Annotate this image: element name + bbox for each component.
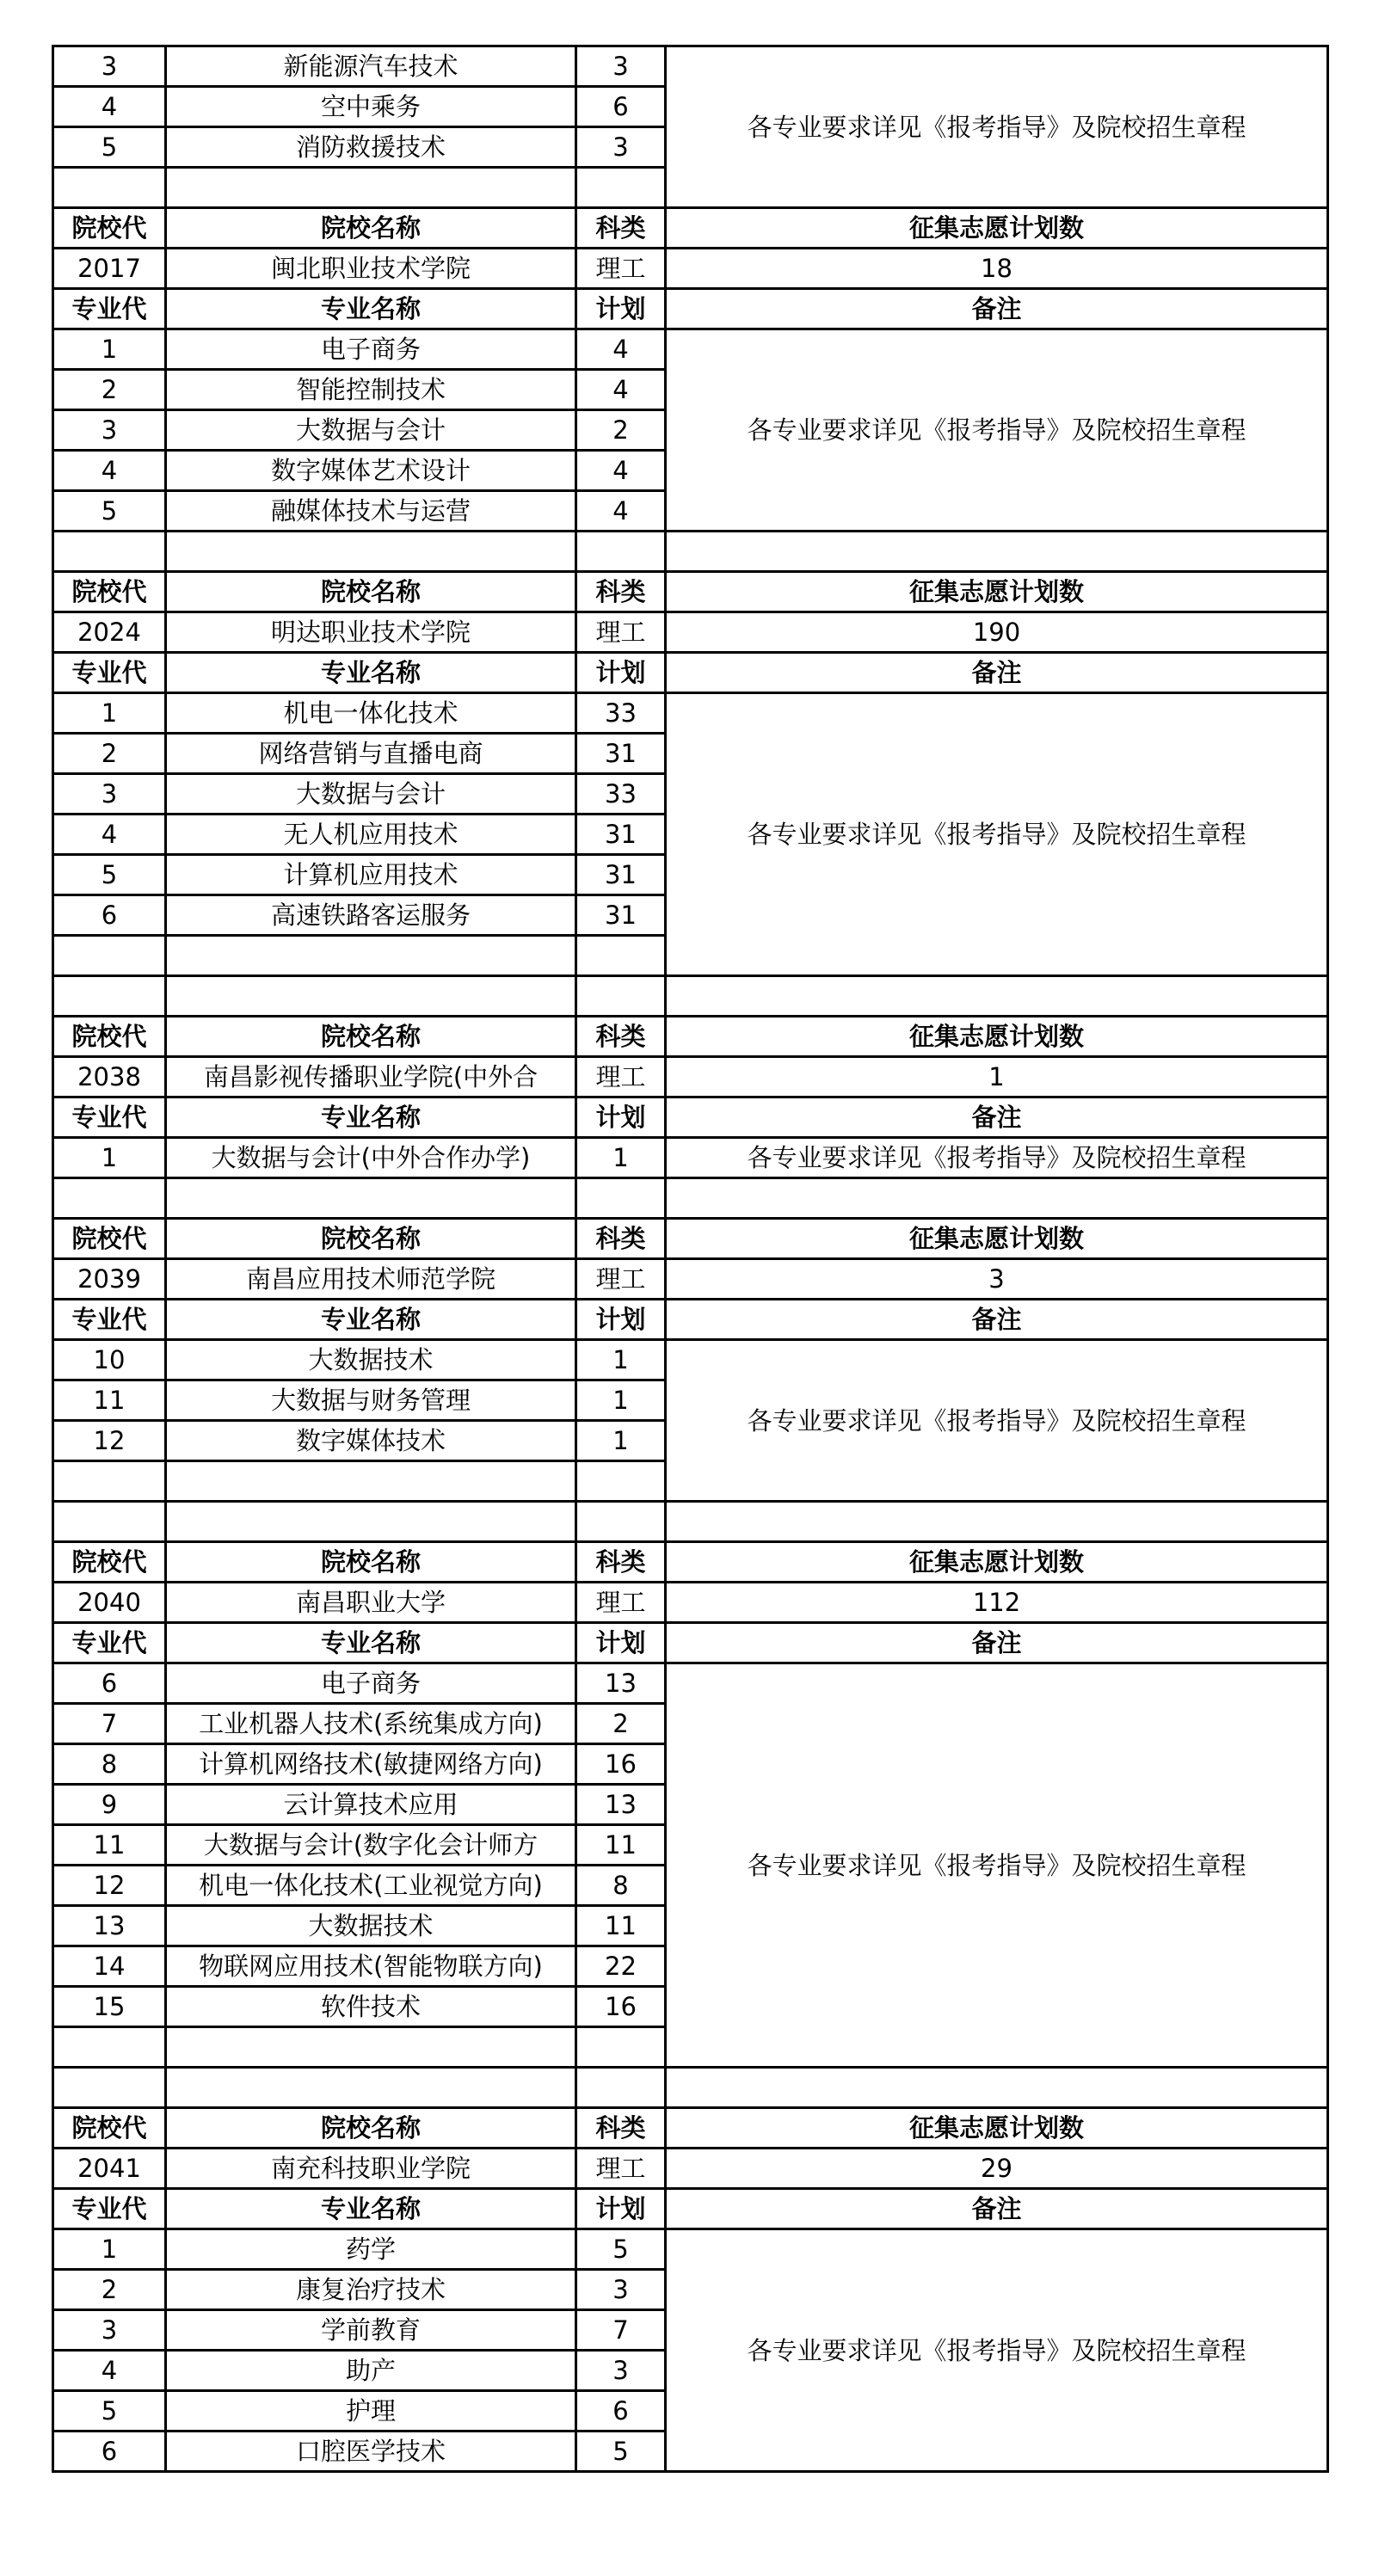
category-cell: 理工 bbox=[576, 1259, 666, 1300]
major-name-cell: 消防救援技术 bbox=[166, 127, 576, 168]
major-code-header: 专业代 bbox=[53, 1300, 166, 1340]
major-header-row bbox=[53, 2189, 1328, 2229]
major-code-cell: 13 bbox=[53, 1906, 166, 1946]
empty-cell bbox=[166, 1502, 576, 1542]
plan-cell: 1 bbox=[576, 1380, 666, 1421]
empty-cell bbox=[53, 1178, 166, 1219]
spacer-row bbox=[53, 1178, 1328, 1219]
major-name-cell: 计算机网络技术(敏捷网络方向) bbox=[166, 1744, 576, 1785]
plan-total-cell: 29 bbox=[666, 2149, 1328, 2189]
major-code-cell: 1 bbox=[53, 1138, 166, 1178]
category-header: 科类 bbox=[576, 1219, 666, 1259]
school-header-row bbox=[53, 1542, 1328, 1583]
major-code-header: 专业代 bbox=[53, 653, 166, 693]
empty-cell bbox=[166, 2027, 576, 2068]
plan-header: 计划 bbox=[576, 1623, 666, 1663]
remark-header: 备注 bbox=[666, 653, 1328, 693]
school-code-cell: 2039 bbox=[53, 1259, 166, 1300]
school-header-row bbox=[53, 572, 1328, 612]
empty-cell bbox=[53, 168, 166, 208]
school-name-cell: 南昌影视传播职业学院(中外合 bbox=[166, 1057, 576, 1097]
remark-cell: 各专业要求详见《报考指导》及院校招生章程 bbox=[666, 46, 1328, 208]
major-name-cell: 数字媒体技术 bbox=[166, 1421, 576, 1461]
category-cell: 理工 bbox=[576, 249, 666, 289]
school-info-row bbox=[53, 1583, 1328, 1623]
major-code-header: 专业代 bbox=[53, 2189, 166, 2229]
school-name-header: 院校名称 bbox=[166, 208, 576, 249]
major-name-header: 专业名称 bbox=[166, 1623, 576, 1663]
major-header-row bbox=[53, 1097, 1328, 1138]
empty-cell bbox=[53, 1502, 166, 1542]
major-name-cell: 大数据与会计 bbox=[166, 410, 576, 451]
table-row bbox=[53, 1340, 1328, 1380]
plan-cell: 33 bbox=[576, 774, 666, 815]
plan-cell: 22 bbox=[576, 1946, 666, 1987]
plan-header: 计划 bbox=[576, 1300, 666, 1340]
plan-cell: 13 bbox=[576, 1663, 666, 1704]
remark-header: 备注 bbox=[666, 2189, 1328, 2229]
major-name-cell: 智能控制技术 bbox=[166, 370, 576, 410]
table-row bbox=[53, 1663, 1328, 1704]
major-name-cell: 康复治疗技术 bbox=[166, 2270, 576, 2310]
major-name-cell: 云计算技术应用 bbox=[166, 1785, 576, 1825]
major-code-header: 专业代 bbox=[53, 1097, 166, 1138]
major-name-cell: 护理 bbox=[166, 2391, 576, 2432]
major-name-cell: 大数据技术 bbox=[166, 1906, 576, 1946]
plan-cell: 4 bbox=[576, 491, 666, 532]
plan-header: 计划 bbox=[576, 1097, 666, 1138]
plan-cell: 16 bbox=[576, 1744, 666, 1785]
empty-cell bbox=[666, 2068, 1328, 2108]
empty-cell bbox=[666, 976, 1328, 1017]
major-header-row bbox=[53, 1623, 1328, 1663]
empty-cell bbox=[666, 532, 1328, 572]
major-code-cell: 12 bbox=[53, 1866, 166, 1906]
school-info-row bbox=[53, 612, 1328, 653]
major-code-cell: 4 bbox=[53, 87, 166, 127]
empty-cell bbox=[576, 168, 666, 208]
major-name-cell: 高速铁路客运服务 bbox=[166, 895, 576, 936]
empty-cell bbox=[53, 2027, 166, 2068]
school-name-cell: 南充科技职业学院 bbox=[166, 2149, 576, 2189]
major-name-cell: 网络营销与直播电商 bbox=[166, 734, 576, 774]
empty-cell bbox=[166, 1461, 576, 1502]
plan-cell: 33 bbox=[576, 693, 666, 734]
major-name-cell: 大数据与会计(中外合作办学) bbox=[166, 1138, 576, 1178]
plan-total-cell: 18 bbox=[666, 249, 1328, 289]
major-code-cell: 2 bbox=[53, 370, 166, 410]
school-code-cell: 2017 bbox=[53, 249, 166, 289]
major-code-cell: 5 bbox=[53, 855, 166, 895]
plan-cell: 4 bbox=[576, 370, 666, 410]
empty-cell bbox=[576, 1461, 666, 1502]
school-code-cell: 2041 bbox=[53, 2149, 166, 2189]
plan-cell: 11 bbox=[576, 1825, 666, 1866]
category-header: 科类 bbox=[576, 572, 666, 612]
school-code-header: 院校代 bbox=[53, 572, 166, 612]
school-name-cell: 闽北职业技术学院 bbox=[166, 249, 576, 289]
major-name-cell: 融媒体技术与运营 bbox=[166, 491, 576, 532]
plan-header: 计划 bbox=[576, 2189, 666, 2229]
plan-cell: 6 bbox=[576, 87, 666, 127]
remark-cell: 各专业要求详见《报考指导》及院校招生章程 bbox=[666, 1138, 1328, 1178]
plan-total-header: 征集志愿计划数 bbox=[666, 1219, 1328, 1259]
major-code-cell: 1 bbox=[53, 693, 166, 734]
school-header-row bbox=[53, 1017, 1328, 1057]
major-code-cell: 4 bbox=[53, 2351, 166, 2391]
school-code-cell: 2040 bbox=[53, 1583, 166, 1623]
empty-cell bbox=[166, 976, 576, 1017]
empty-cell bbox=[666, 1178, 1328, 1219]
major-name-cell: 药学 bbox=[166, 2229, 576, 2270]
major-name-cell: 机电一体化技术(工业视觉方向) bbox=[166, 1866, 576, 1906]
table-row bbox=[53, 1138, 1328, 1178]
table-row bbox=[53, 329, 1328, 370]
school-code-header: 院校代 bbox=[53, 1542, 166, 1583]
major-name-cell: 计算机应用技术 bbox=[166, 855, 576, 895]
plan-cell: 4 bbox=[576, 451, 666, 491]
plan-cell: 13 bbox=[576, 1785, 666, 1825]
major-header-row bbox=[53, 653, 1328, 693]
plan-header: 计划 bbox=[576, 289, 666, 329]
spacer-row bbox=[53, 532, 1328, 572]
plan-cell: 3 bbox=[576, 2270, 666, 2310]
spacer-row bbox=[53, 1502, 1328, 1542]
empty-cell bbox=[576, 976, 666, 1017]
plan-total-cell: 1 bbox=[666, 1057, 1328, 1097]
enrollment-table bbox=[52, 45, 1329, 2473]
major-code-cell: 14 bbox=[53, 1946, 166, 1987]
plan-total-header: 征集志愿计划数 bbox=[666, 1017, 1328, 1057]
remark-header: 备注 bbox=[666, 1097, 1328, 1138]
spacer-row bbox=[53, 2068, 1328, 2108]
category-header: 科类 bbox=[576, 1542, 666, 1583]
major-code-cell: 4 bbox=[53, 451, 166, 491]
empty-cell bbox=[166, 936, 576, 976]
plan-total-header: 征集志愿计划数 bbox=[666, 1542, 1328, 1583]
remark-header: 备注 bbox=[666, 1300, 1328, 1340]
major-code-header: 专业代 bbox=[53, 289, 166, 329]
major-code-cell: 11 bbox=[53, 1380, 166, 1421]
category-header: 科类 bbox=[576, 208, 666, 249]
plan-total-cell: 112 bbox=[666, 1583, 1328, 1623]
major-name-cell: 电子商务 bbox=[166, 329, 576, 370]
category-cell: 理工 bbox=[576, 2149, 666, 2189]
plan-cell: 31 bbox=[576, 734, 666, 774]
school-info-row bbox=[53, 1259, 1328, 1300]
major-code-cell: 3 bbox=[53, 46, 166, 87]
major-name-cell: 软件技术 bbox=[166, 1987, 576, 2027]
table-row bbox=[53, 46, 1328, 87]
school-name-cell: 南昌职业大学 bbox=[166, 1583, 576, 1623]
empty-cell bbox=[166, 1178, 576, 1219]
school-info-row bbox=[53, 249, 1328, 289]
empty-cell bbox=[576, 532, 666, 572]
empty-cell bbox=[576, 1502, 666, 1542]
plan-cell: 3 bbox=[576, 2351, 666, 2391]
school-info-row bbox=[53, 1057, 1328, 1097]
school-code-header: 院校代 bbox=[53, 1219, 166, 1259]
plan-cell: 4 bbox=[576, 329, 666, 370]
major-name-cell: 无人机应用技术 bbox=[166, 815, 576, 855]
remark-cell: 各专业要求详见《报考指导》及院校招生章程 bbox=[666, 693, 1328, 976]
major-code-cell: 7 bbox=[53, 1704, 166, 1744]
empty-cell bbox=[576, 2027, 666, 2068]
category-cell: 理工 bbox=[576, 1057, 666, 1097]
major-code-cell: 1 bbox=[53, 329, 166, 370]
school-name-header: 院校名称 bbox=[166, 1219, 576, 1259]
empty-cell bbox=[53, 976, 166, 1017]
school-name-header: 院校名称 bbox=[166, 2108, 576, 2149]
plan-total-cell: 190 bbox=[666, 612, 1328, 653]
remark-header: 备注 bbox=[666, 1623, 1328, 1663]
plan-cell: 6 bbox=[576, 2391, 666, 2432]
major-name-cell: 机电一体化技术 bbox=[166, 693, 576, 734]
category-header: 科类 bbox=[576, 2108, 666, 2149]
table-row bbox=[53, 693, 1328, 734]
plan-cell: 5 bbox=[576, 2229, 666, 2270]
plan-header: 计划 bbox=[576, 653, 666, 693]
major-code-cell: 8 bbox=[53, 1744, 166, 1785]
plan-cell: 8 bbox=[576, 1866, 666, 1906]
plan-cell: 1 bbox=[576, 1421, 666, 1461]
school-name-cell: 明达职业技术学院 bbox=[166, 612, 576, 653]
plan-total-header: 征集志愿计划数 bbox=[666, 572, 1328, 612]
major-name-cell: 口腔医学技术 bbox=[166, 2432, 576, 2472]
major-code-cell: 2 bbox=[53, 734, 166, 774]
school-name-header: 院校名称 bbox=[166, 1017, 576, 1057]
plan-cell: 31 bbox=[576, 815, 666, 855]
major-name-header: 专业名称 bbox=[166, 1300, 576, 1340]
major-code-cell: 10 bbox=[53, 1340, 166, 1380]
major-code-cell: 12 bbox=[53, 1421, 166, 1461]
plan-cell: 31 bbox=[576, 895, 666, 936]
school-header-row bbox=[53, 1219, 1328, 1259]
major-name-header: 专业名称 bbox=[166, 653, 576, 693]
school-name-cell: 南昌应用技术师范学院 bbox=[166, 1259, 576, 1300]
major-header-row bbox=[53, 289, 1328, 329]
major-name-cell: 数字媒体艺术设计 bbox=[166, 451, 576, 491]
major-code-cell: 6 bbox=[53, 2432, 166, 2472]
major-name-cell: 物联网应用技术(智能物联方向) bbox=[166, 1946, 576, 1987]
major-code-cell: 6 bbox=[53, 895, 166, 936]
major-name-cell: 大数据与会计(数字化会计师方 bbox=[166, 1825, 576, 1866]
major-name-cell: 工业机器人技术(系统集成方向) bbox=[166, 1704, 576, 1744]
major-name-cell: 大数据与会计 bbox=[166, 774, 576, 815]
major-code-cell: 5 bbox=[53, 2391, 166, 2432]
school-code-header: 院校代 bbox=[53, 1017, 166, 1057]
plan-cell: 11 bbox=[576, 1906, 666, 1946]
empty-cell bbox=[53, 1461, 166, 1502]
school-info-row bbox=[53, 2149, 1328, 2189]
major-code-cell: 5 bbox=[53, 127, 166, 168]
major-code-cell: 3 bbox=[53, 410, 166, 451]
major-header-row bbox=[53, 1300, 1328, 1340]
plan-cell: 2 bbox=[576, 410, 666, 451]
plan-cell: 5 bbox=[576, 2432, 666, 2472]
category-cell: 理工 bbox=[576, 612, 666, 653]
empty-cell bbox=[666, 1502, 1328, 1542]
remark-cell: 各专业要求详见《报考指导》及院校招生章程 bbox=[666, 1663, 1328, 2068]
empty-cell bbox=[166, 2068, 576, 2108]
major-name-cell: 学前教育 bbox=[166, 2310, 576, 2351]
major-name-header: 专业名称 bbox=[166, 1097, 576, 1138]
plan-total-cell: 3 bbox=[666, 1259, 1328, 1300]
major-code-cell: 1 bbox=[53, 2229, 166, 2270]
school-code-header: 院校代 bbox=[53, 2108, 166, 2149]
major-name-header: 专业名称 bbox=[166, 2189, 576, 2229]
spacer-row bbox=[53, 976, 1328, 1017]
major-code-cell: 4 bbox=[53, 815, 166, 855]
major-name-cell: 新能源汽车技术 bbox=[166, 46, 576, 87]
major-code-cell: 15 bbox=[53, 1987, 166, 2027]
major-code-cell: 5 bbox=[53, 491, 166, 532]
category-header: 科类 bbox=[576, 1017, 666, 1057]
empty-cell bbox=[166, 168, 576, 208]
school-header-row bbox=[53, 2108, 1328, 2149]
school-code-header: 院校代 bbox=[53, 208, 166, 249]
empty-cell bbox=[53, 2068, 166, 2108]
major-code-header: 专业代 bbox=[53, 1623, 166, 1663]
plan-cell: 1 bbox=[576, 1340, 666, 1380]
school-code-cell: 2024 bbox=[53, 612, 166, 653]
plan-cell: 1 bbox=[576, 1138, 666, 1178]
plan-cell: 16 bbox=[576, 1987, 666, 2027]
empty-cell bbox=[166, 532, 576, 572]
plan-cell: 2 bbox=[576, 1704, 666, 1744]
major-code-cell: 11 bbox=[53, 1825, 166, 1866]
major-name-cell: 大数据与财务管理 bbox=[166, 1380, 576, 1421]
major-name-cell: 大数据技术 bbox=[166, 1340, 576, 1380]
empty-cell bbox=[576, 936, 666, 976]
major-name-cell: 助产 bbox=[166, 2351, 576, 2391]
remark-cell: 各专业要求详见《报考指导》及院校招生章程 bbox=[666, 329, 1328, 532]
plan-cell: 31 bbox=[576, 855, 666, 895]
school-code-cell: 2038 bbox=[53, 1057, 166, 1097]
remark-header: 备注 bbox=[666, 289, 1328, 329]
major-name-header: 专业名称 bbox=[166, 289, 576, 329]
table-row bbox=[53, 2229, 1328, 2270]
remark-cell: 各专业要求详见《报考指导》及院校招生章程 bbox=[666, 1340, 1328, 1502]
plan-cell: 3 bbox=[576, 127, 666, 168]
plan-total-header: 征集志愿计划数 bbox=[666, 2108, 1328, 2149]
major-code-cell: 3 bbox=[53, 774, 166, 815]
empty-cell bbox=[576, 2068, 666, 2108]
school-header-row bbox=[53, 208, 1328, 249]
plan-total-header: 征集志愿计划数 bbox=[666, 208, 1328, 249]
school-name-header: 院校名称 bbox=[166, 1542, 576, 1583]
major-code-cell: 9 bbox=[53, 1785, 166, 1825]
major-name-cell: 电子商务 bbox=[166, 1663, 576, 1704]
school-name-header: 院校名称 bbox=[166, 572, 576, 612]
major-code-cell: 2 bbox=[53, 2270, 166, 2310]
empty-cell bbox=[53, 936, 166, 976]
major-name-cell: 空中乘务 bbox=[166, 87, 576, 127]
major-code-cell: 6 bbox=[53, 1663, 166, 1704]
empty-cell bbox=[576, 1178, 666, 1219]
plan-cell: 3 bbox=[576, 46, 666, 87]
remark-cell: 各专业要求详见《报考指导》及院校招生章程 bbox=[666, 2229, 1328, 2472]
plan-cell: 7 bbox=[576, 2310, 666, 2351]
empty-cell bbox=[53, 532, 166, 572]
major-code-cell: 3 bbox=[53, 2310, 166, 2351]
category-cell: 理工 bbox=[576, 1583, 666, 1623]
